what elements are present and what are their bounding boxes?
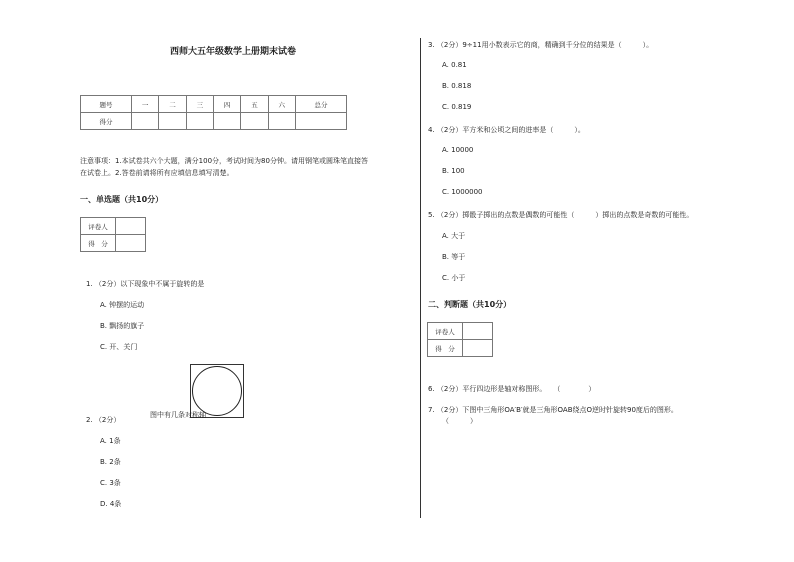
grader-label: 评卷人 [81, 218, 116, 235]
column-divider [420, 38, 421, 518]
score-label: 得 分 [81, 235, 116, 252]
grader-cell [116, 218, 146, 235]
q1-option-a: A. 钟摆的运动 [100, 301, 145, 309]
section2-grader-table [427, 322, 493, 357]
page-title: 西师大五年级数学上册期末试卷 [170, 47, 297, 57]
score-label: 得 分 [428, 340, 463, 357]
q7-stem: 7. （2分）下图中三角形OA′B′就是三角形OAB绕点O逆时针旋转90度后的图形。 [428, 406, 678, 414]
q2-option-a: A. 1条 [100, 437, 121, 445]
q3-option-a: A. 0.81 [442, 61, 467, 69]
section1-grader-table [80, 217, 146, 252]
q5-option-c: C. 小于 [442, 274, 466, 282]
score-header-cell: 三 [186, 96, 213, 113]
score-cell [132, 113, 159, 130]
notice-line-2: 在试卷上。2.答卷前请将所有应填信息填写清楚。 [80, 169, 234, 177]
score-header-cell: 一 [132, 96, 159, 113]
score-header-cell: 总分 [295, 96, 346, 113]
q1-stem: 1. （2分）以下现象中不属于旋转的是 [86, 280, 205, 288]
score-row-label: 得分 [81, 113, 132, 130]
q4-stem: 4. （2分）平方米和公顷之间的进率是（ ）。 [428, 126, 585, 134]
q6-stem: 6. （2分）平行四边形是轴对称图形。 （ ） [428, 385, 596, 393]
q5-option-b: B. 等于 [442, 253, 466, 261]
score-cell [159, 113, 186, 130]
notice-line-1: 注意事项：1.本试卷共六个大题，满分100分，考试时间为80分钟。请用钢笔或圆珠笔直接答 [80, 157, 368, 165]
score-cell [213, 113, 240, 130]
score-header-cell: 五 [241, 96, 268, 113]
q1-option-b: B. 飘扬的旗子 [100, 322, 145, 330]
section1-heading: 一、单选题（共10分） [80, 195, 164, 204]
score-table [80, 95, 347, 130]
q2-tail: 图中有几条对称轴 [150, 411, 206, 419]
q4-option-a: A. 10000 [442, 146, 474, 154]
grader-label: 评卷人 [428, 323, 463, 340]
q3-stem: 3. （2分）9÷11用小数表示它的商，精确到千分位的结果是（ ）。 [428, 41, 654, 49]
score-header-cell: 题号 [81, 96, 132, 113]
q2-stem: 2. （2分） [86, 416, 121, 424]
q1-option-c: C. 开、关门 [100, 343, 138, 351]
score-cell [463, 340, 493, 357]
score-cell [186, 113, 213, 130]
score-cell [116, 235, 146, 252]
q2-option-b: B. 2条 [100, 458, 121, 466]
q3-option-c: C. 0.819 [442, 103, 472, 111]
q5-option-a: A. 大于 [442, 232, 466, 240]
q7-blank: （ ） [442, 417, 477, 425]
score-header-cell: 二 [159, 96, 186, 113]
score-cell [268, 113, 295, 130]
q2-option-c: C. 3条 [100, 479, 121, 487]
score-header-cell: 四 [213, 96, 240, 113]
q4-option-c: C. 1000000 [442, 188, 483, 196]
score-header-cell: 六 [268, 96, 295, 113]
q3-option-b: B. 0.818 [442, 82, 472, 90]
grader-cell [463, 323, 493, 340]
q4-option-b: B. 100 [442, 167, 465, 175]
circle-shape [192, 366, 242, 416]
section2-heading: 二、判断题（共10分） [428, 300, 512, 309]
score-cell [241, 113, 268, 130]
q5-stem: 5. （2分）掷骰子掷出的点数是偶数的可能性（ ）掷出的点数是奇数的可能性。 [428, 211, 694, 219]
q2-option-d: D. 4条 [100, 500, 122, 508]
score-cell [295, 113, 346, 130]
